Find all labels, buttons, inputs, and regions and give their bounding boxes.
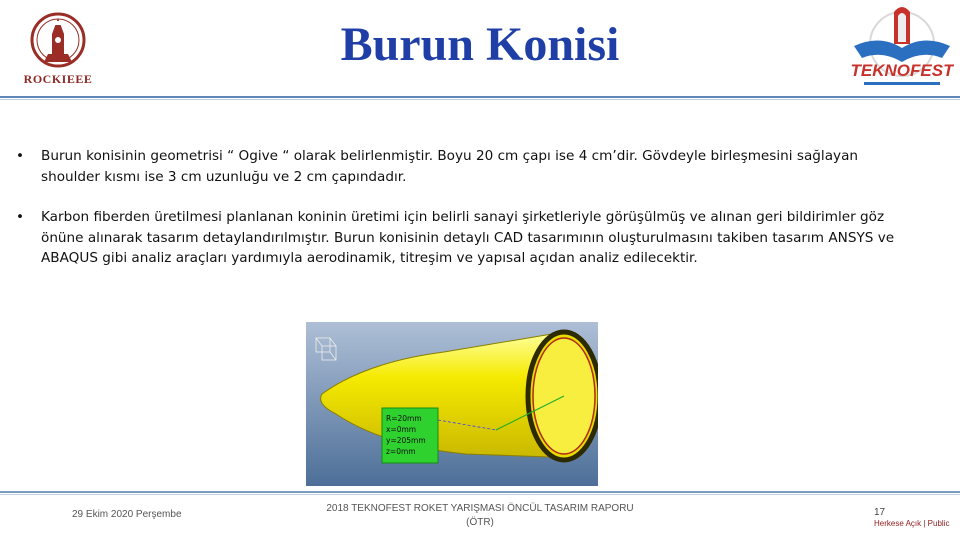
footer-report-title-line2: (ÖTR)	[466, 517, 494, 528]
footer-divider-light	[0, 494, 960, 495]
footer-report-title	[310, 502, 650, 530]
bullet-marker: •	[16, 148, 25, 164]
readout-z: z=0mm	[386, 447, 416, 456]
header-divider	[0, 96, 960, 98]
bullet-marker: •	[16, 209, 25, 225]
header-divider-light	[0, 99, 960, 100]
bullet-list	[16, 146, 896, 289]
bullet-text: Karbon fiberden üretilmesi planlanan koninin üretimi için belirli sanayi şirketleriyle görüşülmüş ve alınan geri bildirimler göz önüne alınarak tasarım detaylandırılmıştır. Burun konisinin detaylı CAD tasarımının oluşturulmasını takiben tasarım ANSYS ve ABAQUS gibi analiz araçları yardımıyla aerodinamik, titreşim ve yapısal açıdan analiz edilecektir.	[41, 209, 895, 266]
teknofest-logo-text: TEKNOFEST	[850, 61, 954, 80]
footer-divider	[0, 491, 960, 493]
page-number: 17	[874, 507, 886, 518]
footer-report-title-line1: 2018 TEKNOFEST ROKET YARIŞMASI ÖNCÜL TASARIM RAPORU	[326, 503, 634, 514]
bullet-item	[16, 146, 896, 187]
slide-title: Burun Konisi	[340, 18, 620, 71]
bullet-item	[16, 207, 896, 269]
readout-radius: R=20mm	[386, 414, 422, 423]
footer-date: 29 Ekim 2020 Perşembe	[72, 509, 182, 520]
readout-y: y=205mm	[386, 436, 426, 445]
rockieee-logo-text: ROCKIEEE	[23, 72, 93, 86]
teknofest-logo	[850, 4, 954, 96]
bullet-text: Burun konisinin geometrisi “ Ogive “ olarak belirlenmiştir. Boyu 20 cm çapı ise 4 cm’dir. Gövdeyle birleşmesini sağlayan shoulder kısmı ise 3 cm uzunluğu ve 2 cm çapındadır.	[41, 148, 859, 185]
classification-label: Herkese Açık | Public	[874, 519, 950, 528]
readout-x: x=0mm	[386, 425, 417, 434]
nose-cone-cad-image	[306, 322, 598, 486]
